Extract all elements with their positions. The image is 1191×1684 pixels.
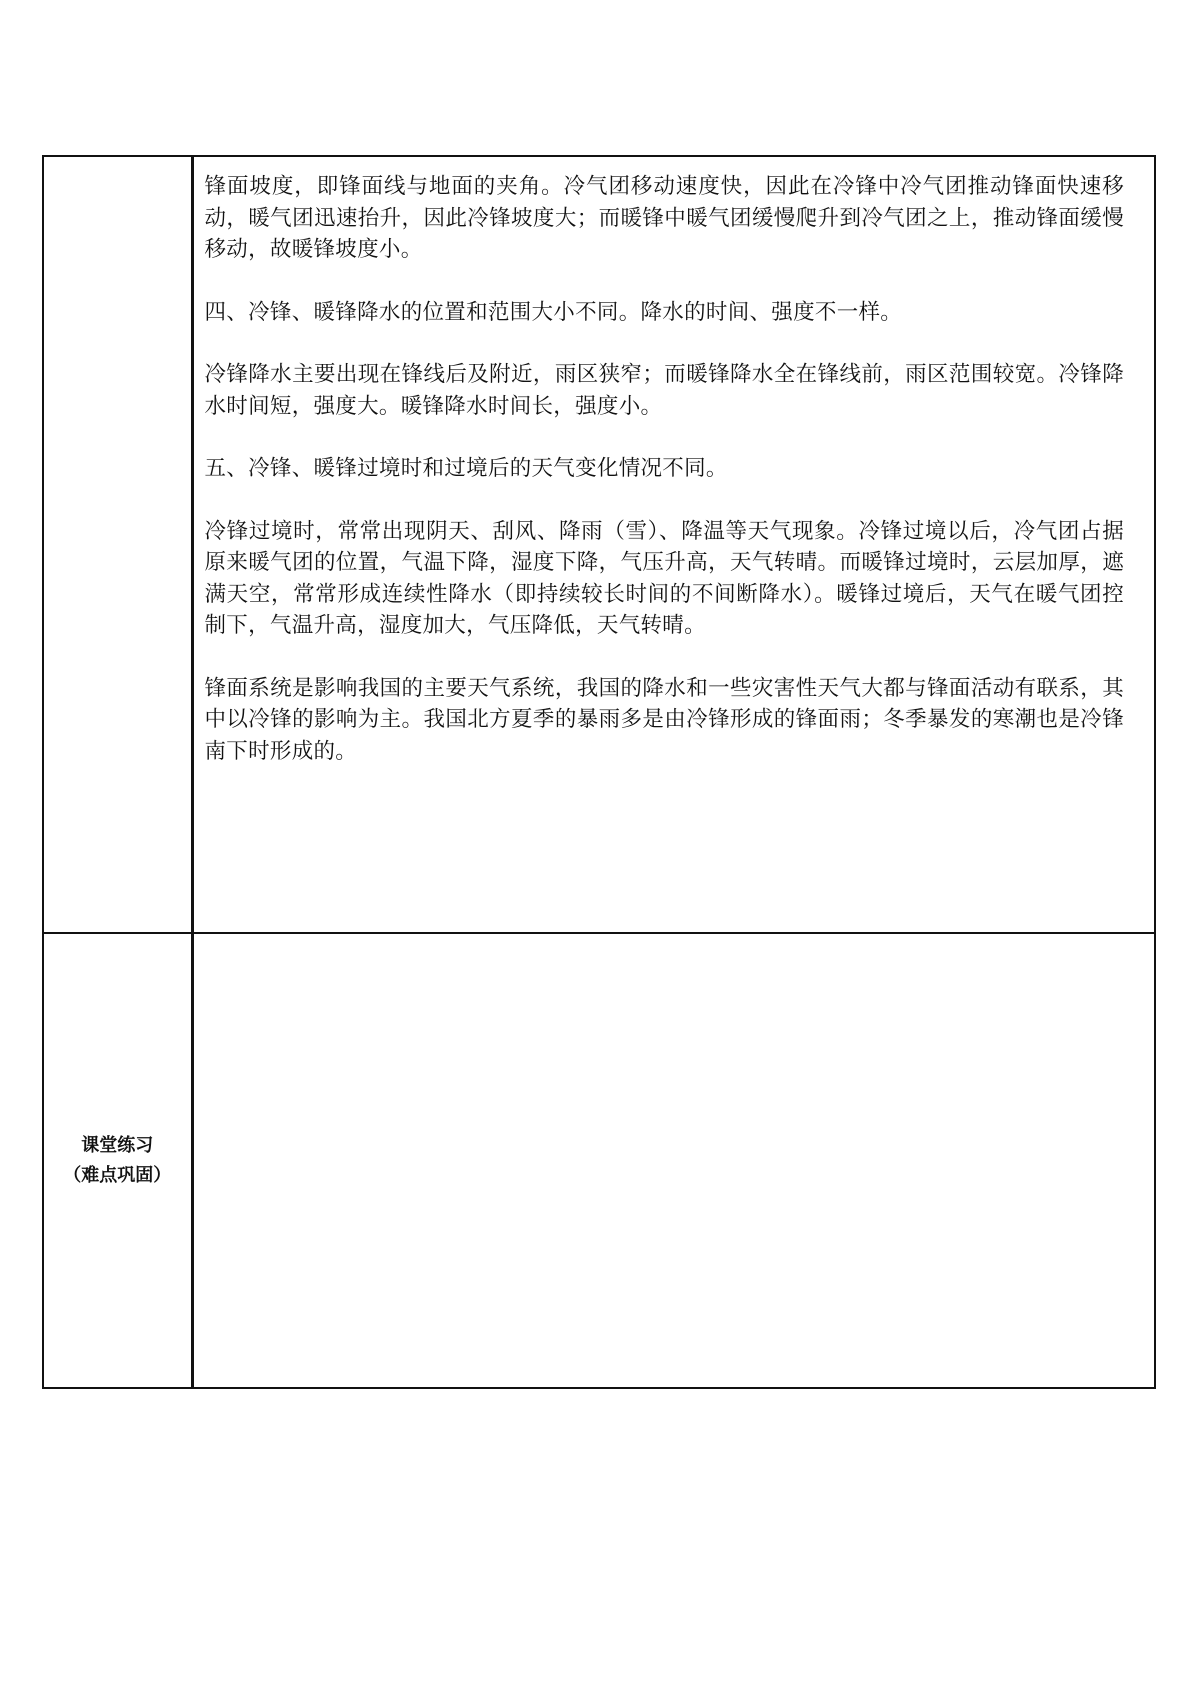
paragraph-front-slope: 锋面坡度，即锋面线与地面的夹角。冷气团移动速度快，因此在冷锋中冷气团推动锋面快速移动，暖气团迅速抬升，因此冷锋坡度大；而暖锋中暖气团缓慢爬升到冷气团之上，推动锋面缓慢移动，故暖锋坡度小。: [204, 174, 1124, 262]
row-label-cell: [43, 156, 192, 933]
paragraph-front-system: 锋面系统是影响我国的主要天气系统，我国的降水和一些灾害性天气大都与锋面活动有联系，其中以冷锋的影响为主。我国北方夏季的暴雨多是由冷锋形成的锋面雨；冬季暴发的寒潮也是冷锋南下时形成的。: [204, 675, 1124, 764]
paragraph-weather-change: 冷锋过境时，常常出现阴天、刮风、降雨（雪）、降温等天气现象。冷锋过境以后，冷气团占据原来暖气团的位置，气温下降，湿度下降，气压升高，天气转晴。而暖锋过境时，云层加厚，遮满天空，常常形成连续性降水（即持续较长时间的不间断降水）。暖锋过境后，天气在暖气团控制下，气温升高，湿度加大，气压降低，天气转晴。: [204, 518, 1124, 638]
paragraph-heading-four: 四、冷锋、暖锋降水的位置和范围大小不同。降水的时间、强度不一样。: [204, 299, 903, 325]
content-cell: [192, 156, 1155, 933]
paragraph-heading-five: 五、冷锋、暖锋过境时和过境后的天气变化情况不同。: [204, 456, 728, 481]
practice-sublabel: （难点巩固）: [63, 1164, 172, 1186]
table-row: [43, 933, 1155, 1388]
lesson-plan-table: [42, 155, 1156, 1389]
row-label-cell: [43, 933, 192, 1388]
table-row: [43, 156, 1155, 933]
practice-label: 课堂练习: [81, 1134, 154, 1156]
paragraph-precipitation: 冷锋降水主要出现在锋线后及附近，雨区狭窄；而暖锋降水全在锋线前，雨区范围较宽。冷锋降水时间短，强度大。暖锋降水时间长，强度小。: [204, 362, 1124, 419]
practice-content-cell: [192, 933, 1155, 1388]
